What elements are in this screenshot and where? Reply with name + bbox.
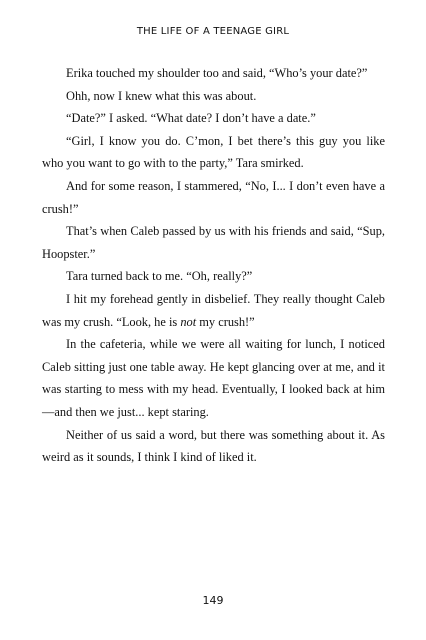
paragraph: In the cafeteria, while we were all waiting for lunch, I noticed Caleb sitting just one table away. He kept glancing over at me, and it was starting to mess with my head. Eventually, I looked back at him—and then we just... kept staring.: [42, 337, 385, 419]
paragraph: And for some reason, I stammered, “No, I... I don’t even have a crush!”: [42, 178, 385, 216]
paragraph: “Girl, I know you do. C’mon, I bet there’s this guy you like who you want to go with to the party,” Tara smirked.: [42, 133, 385, 171]
page-number: 149: [202, 594, 224, 607]
text-segment: my crush!”: [196, 314, 255, 329]
paragraph: “Date?” I asked. “What date? I don’t have a date.”: [66, 111, 316, 126]
running-header: THE LIFE OF A TEENAGE GIRL: [136, 26, 290, 37]
paragraph: Ohh, now I knew what this was about.: [66, 88, 257, 103]
emphasized-word: not: [180, 314, 197, 329]
paragraph: Tara turned back to me. “Oh, really?”: [66, 269, 253, 284]
paragraph: That’s when Caleb passed by us with his friends and said, “Sup, Hoopster.”: [42, 224, 385, 261]
page-body: [42, 62, 385, 469]
paragraph: Neither of us said a word, but there was something about it. As weird as it sounds, I think I kind of liked it.: [42, 427, 385, 465]
text-segment: I hit my forehead gently in disbelief. They really thought Caleb was my crush. “Look, he is: [42, 291, 385, 329]
paragraph-with-emphasis: [42, 288, 385, 333]
paragraph: Erika touched my shoulder too and said, “Who’s your date?”: [66, 66, 368, 80]
